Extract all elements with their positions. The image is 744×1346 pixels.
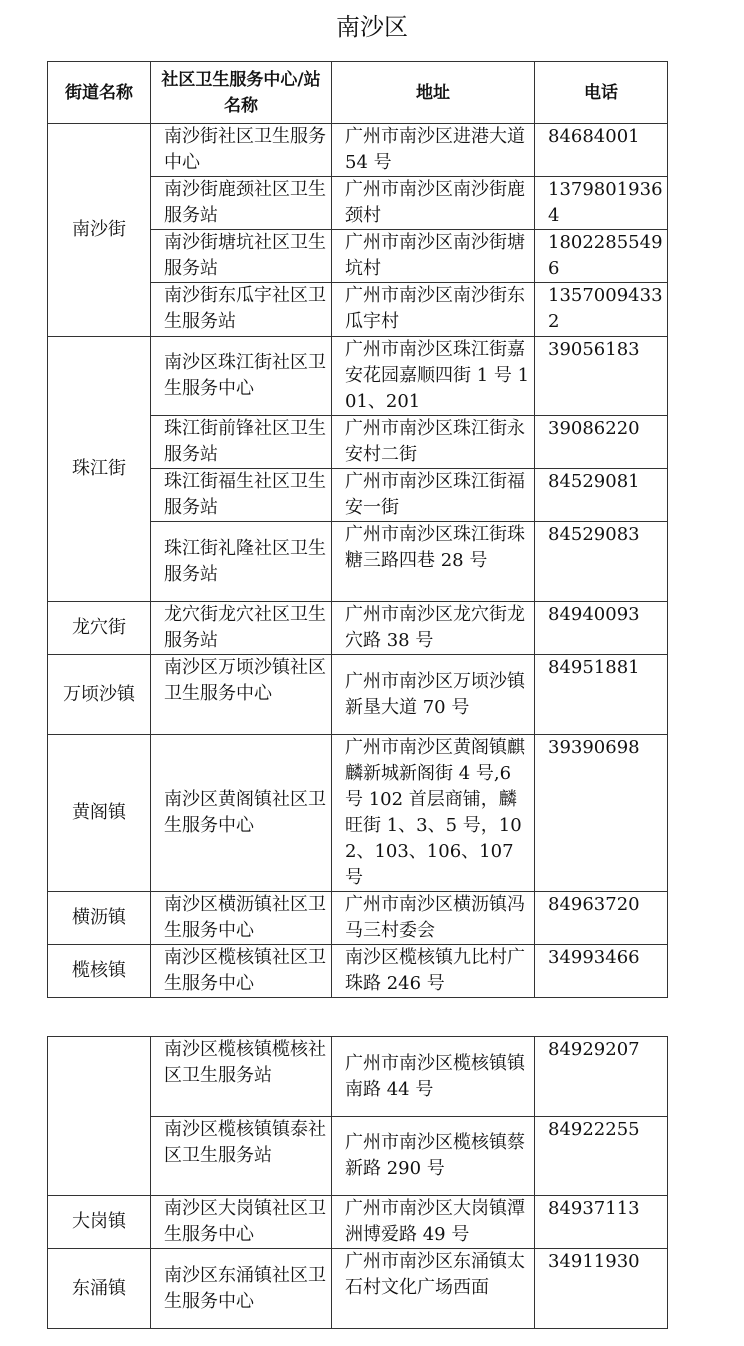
center-name-cell: 南沙街鹿颈社区卫生服务站	[151, 177, 332, 230]
address-cell: 广州市南沙区珠江街福安一街	[332, 469, 535, 522]
center-name-cell: 珠江街礼隆社区卫生服务站	[151, 522, 332, 602]
phone-cell: 84684001	[535, 124, 668, 177]
table-row	[48, 1249, 668, 1329]
header-address: 地址	[332, 62, 535, 124]
phone-cell: 84922255	[535, 1117, 668, 1196]
street-cell: 横沥镇	[48, 892, 151, 945]
address-cell: 南沙区榄核镇九比村广珠路 246 号	[332, 945, 535, 998]
center-name-cell: 南沙街塘坑社区卫生服务站	[151, 230, 332, 283]
address-cell: 广州市南沙区南沙街塘坑村	[332, 230, 535, 283]
table-row	[48, 735, 668, 892]
page-title: 南沙区	[336, 13, 408, 41]
table-row	[48, 945, 668, 998]
header-phone: 电话	[535, 62, 668, 124]
center-name-cell: 南沙区横沥镇社区卫生服务中心	[151, 892, 332, 945]
center-name-cell: 南沙区东涌镇社区卫生服务中心	[151, 1249, 332, 1329]
center-name-cell: 南沙区黄阁镇社区卫生服务中心	[151, 735, 332, 892]
address-cell: 广州市南沙区龙穴街龙穴路 38 号	[332, 602, 535, 655]
header-center: 社区卫生服务中心/站名称	[151, 62, 332, 124]
phone-cell: 84951881	[535, 655, 668, 735]
table-row	[48, 1196, 668, 1249]
address-cell: 广州市南沙区东涌镇太石村文化广场西面	[332, 1249, 535, 1329]
address-cell: 广州市南沙区横沥镇冯马三村委会	[332, 892, 535, 945]
table-header-row	[48, 62, 668, 124]
address-cell: 广州市南沙区黄阁镇麒麟新城新阁街 4 号,6 号 102 首层商铺，麟旺街 1、3、5 号，102、103、106、107 号	[332, 735, 535, 892]
table-row	[48, 892, 668, 945]
center-name-cell: 南沙区万顷沙镇社区卫生服务中心	[151, 655, 332, 735]
phone-cell: 39086220	[535, 416, 668, 469]
street-cell: 龙穴街	[48, 602, 151, 655]
street-cell: 珠江街	[48, 337, 151, 602]
phone-cell: 39390698	[535, 735, 668, 892]
table-row	[48, 655, 668, 735]
street-cell: 大岗镇	[48, 1196, 151, 1249]
street-cell	[48, 1037, 151, 1196]
phone-cell: 13798019364	[535, 177, 668, 230]
address-cell: 广州市南沙区万顷沙镇新垦大道 70 号	[332, 655, 535, 735]
center-name-cell: 南沙街东瓜宇社区卫生服务站	[151, 283, 332, 337]
phone-cell: 84529083	[535, 522, 668, 602]
address-cell: 广州市南沙区南沙街东瓜宇村	[332, 283, 535, 337]
health-center-table	[47, 61, 668, 998]
address-cell: 广州市南沙区南沙街鹿颈村	[332, 177, 535, 230]
center-name-cell: 南沙街社区卫生服务中心	[151, 124, 332, 177]
address-cell: 广州市南沙区珠江街永安村二街	[332, 416, 535, 469]
address-cell: 广州市南沙区榄核镇镇南路 44 号	[332, 1037, 535, 1117]
street-cell: 黄阁镇	[48, 735, 151, 892]
center-name-cell: 南沙区榄核镇榄核社区卫生服务站	[151, 1037, 332, 1117]
phone-cell: 84940093	[535, 602, 668, 655]
health-center-table-continued	[47, 1036, 668, 1329]
center-name-cell: 南沙区珠江街社区卫生服务中心	[151, 337, 332, 416]
phone-cell: 18022855496	[535, 230, 668, 283]
table-row	[48, 124, 668, 177]
address-cell: 广州市南沙区大岗镇潭洲博爱路 49 号	[332, 1196, 535, 1249]
street-cell: 万顷沙镇	[48, 655, 151, 735]
phone-cell: 39056183	[535, 337, 668, 416]
street-cell: 东涌镇	[48, 1249, 151, 1329]
street-cell: 榄核镇	[48, 945, 151, 998]
address-cell: 广州市南沙区进港大道 54 号	[332, 124, 535, 177]
phone-cell: 84963720	[535, 892, 668, 945]
phone-cell: 34911930	[535, 1249, 668, 1329]
center-name-cell: 珠江街前锋社区卫生服务站	[151, 416, 332, 469]
phone-cell: 13570094332	[535, 283, 668, 337]
center-name-cell: 南沙区榄核镇镇泰社区卫生服务站	[151, 1117, 332, 1196]
phone-cell: 84929207	[535, 1037, 668, 1117]
street-cell: 南沙街	[48, 124, 151, 337]
table-row	[48, 337, 668, 416]
center-name-cell: 南沙区大岗镇社区卫生服务中心	[151, 1196, 332, 1249]
phone-cell: 84937113	[535, 1196, 668, 1249]
center-name-cell: 龙穴街龙穴社区卫生服务站	[151, 602, 332, 655]
header-street: 街道名称	[48, 62, 151, 124]
address-cell: 广州市南沙区珠江街珠糖三路四巷 28 号	[332, 522, 535, 602]
center-name-cell: 南沙区榄核镇社区卫生服务中心	[151, 945, 332, 998]
table-row	[48, 602, 668, 655]
table-row	[48, 1037, 668, 1117]
phone-cell: 34993466	[535, 945, 668, 998]
center-name-cell: 珠江街福生社区卫生服务站	[151, 469, 332, 522]
address-cell: 广州市南沙区珠江街嘉安花园嘉顺四街 1 号 101、201	[332, 337, 535, 416]
address-cell: 广州市南沙区榄核镇蔡新路 290 号	[332, 1117, 535, 1196]
phone-cell: 84529081	[535, 469, 668, 522]
